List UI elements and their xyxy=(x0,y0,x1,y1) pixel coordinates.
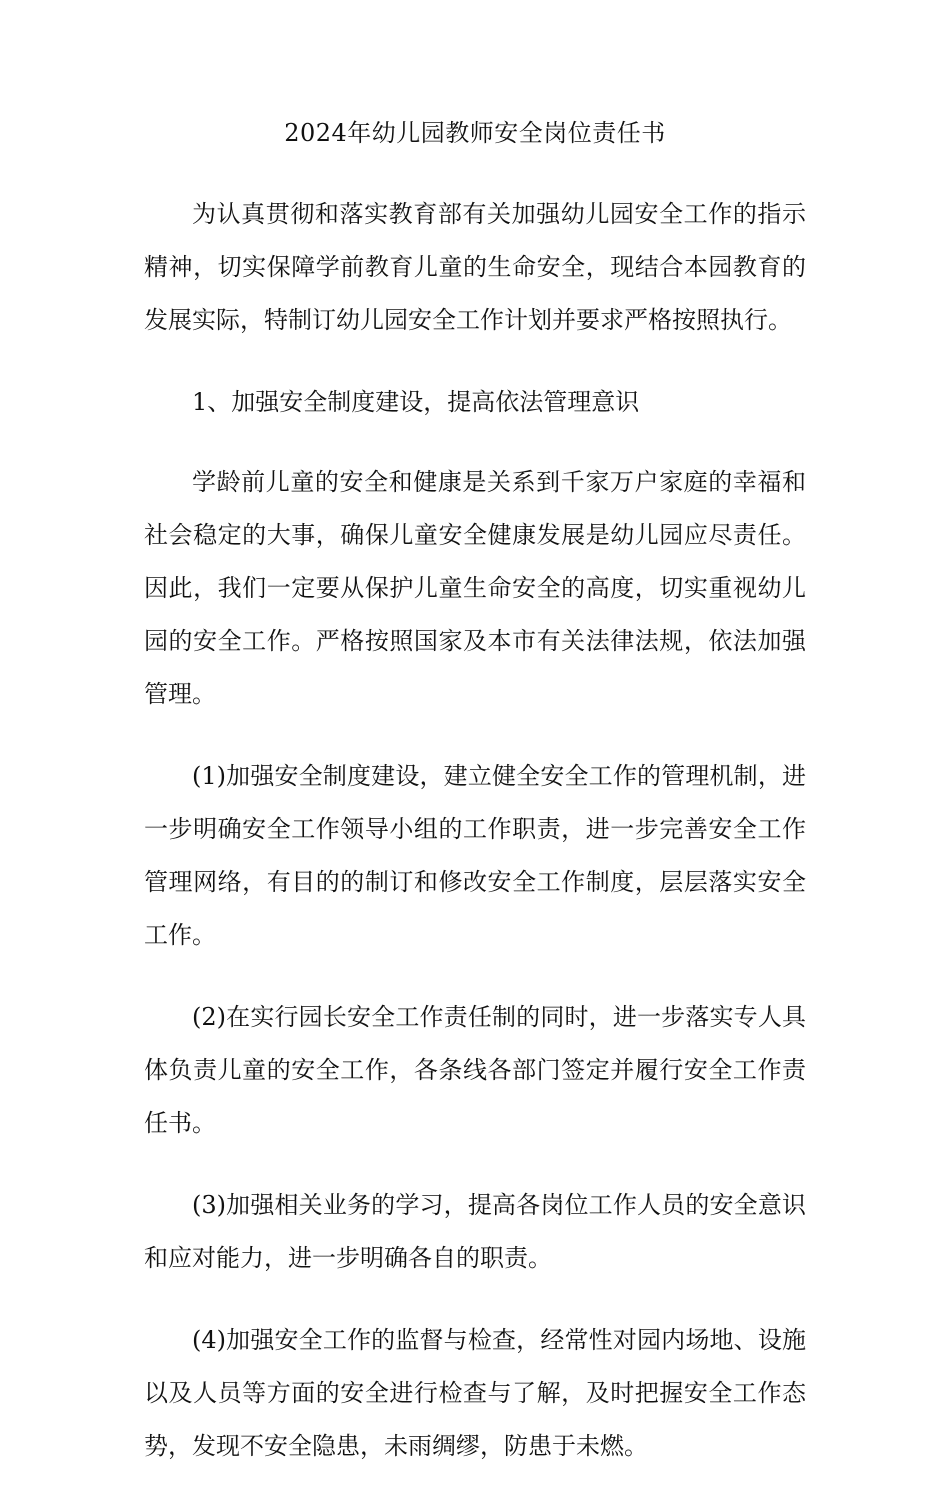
section-heading-1: 1、加强安全制度建设，提高依法管理意识 xyxy=(192,388,640,416)
list-item-1: (1)加强安全制度建设，建立健全安全工作的管理机制，进一步明确安全工作领导小组的工作职责，进一步完善安全工作管理网络，有目的的制订和修改安全工作制度，层层落实安全工作。 xyxy=(144,762,806,949)
document-title: 2024年幼儿园教师安全岗位责任书 xyxy=(284,119,666,147)
list-item-4: (4)加强安全工作的监督与检查，经常性对园内场地、设施以及人员等方面的安全进行检查与了解，及时把握安全工作态势，发现不安全隐患，未雨绸缪，防患于未燃。 xyxy=(144,1326,806,1460)
list-item-3: (3)加强相关业务的学习，提高各岗位工作人员的安全意识和应对能力，进一步明确各自的职责。 xyxy=(144,1191,806,1272)
document-body xyxy=(144,188,806,1502)
body-paragraph: 学龄前儿童的安全和健康是关系到千家万户家庭的幸福和社会稳定的大事，确保儿童安全健康发展是幼儿园应尽责任。因此，我们一定要从保护儿童生命安全的高度，切实重视幼儿园的安全工作。严格按照国家及本市有关法律法规，依法加强管理。 xyxy=(144,468,806,708)
list-item-2: (2)在实行园长安全工作责任制的同时，进一步落实专人具体负责儿童的安全工作，各条线各部门签定并履行安全工作责任书。 xyxy=(144,1003,806,1137)
intro-paragraph: 为认真贯彻和落实教育部有关加强幼儿园安全工作的指示精神，切实保障学前教育儿童的生命安全，现结合本园教育的发展实际，特制订幼儿园安全工作计划并要求严格按照执行。 xyxy=(144,200,806,334)
